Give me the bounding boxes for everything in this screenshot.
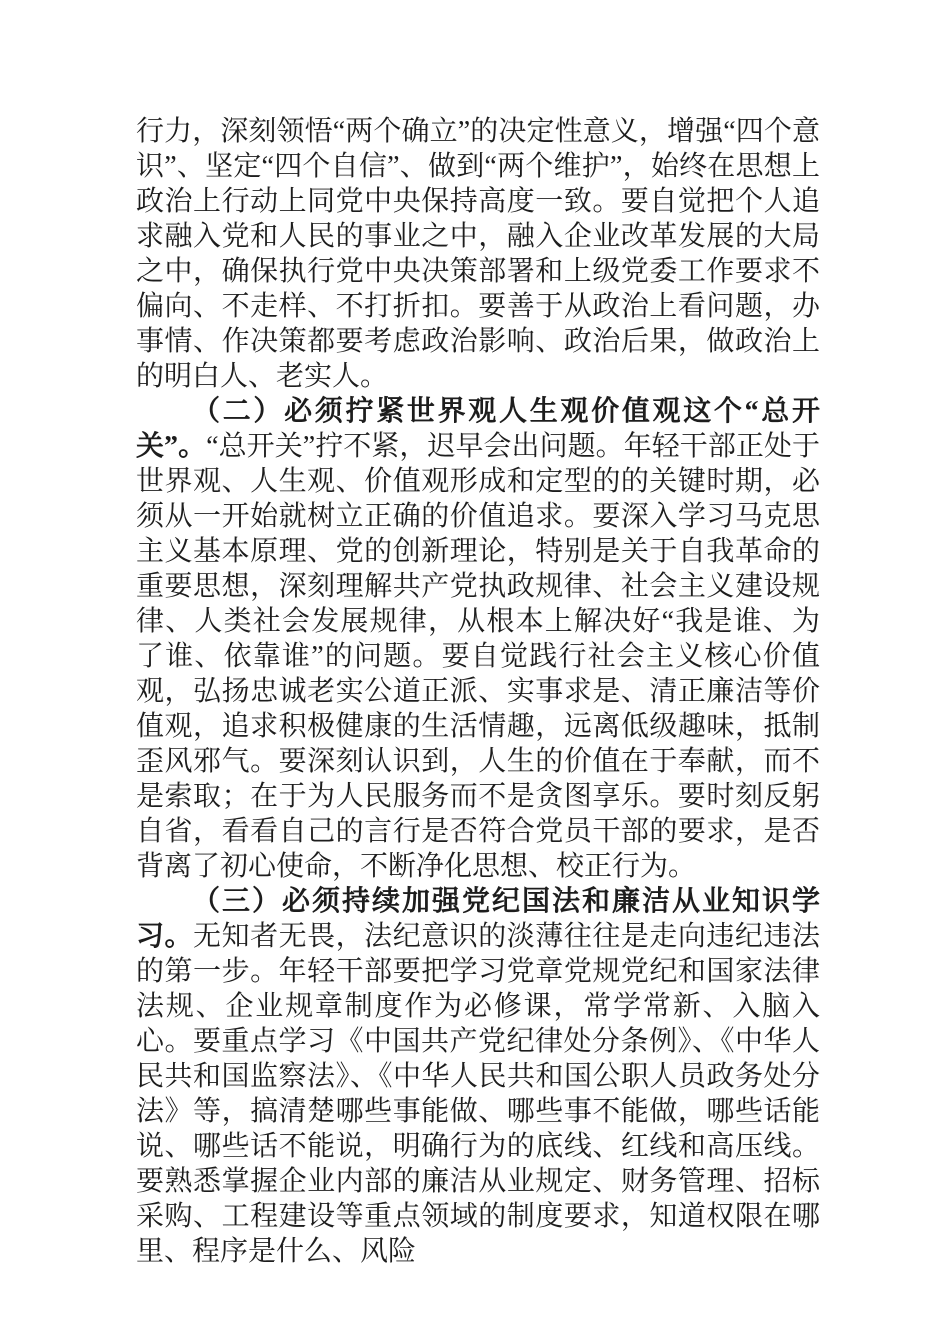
paragraph-section-2 — [136, 394, 820, 884]
paragraph-section-3 — [136, 884, 820, 1269]
paragraph-continuation-text: 行力，深刻领悟“两个确立”的决定性意义，增强“四个意识”、坚定“四个自信”、做到“两个维护”，始终在思想上政治上行动上同党中央保持高度一致。要自觉把个人追求融入党和人民的事业之中，融入企业改革发展的大局之中，确保执行党中央决策部署和上级党委工作要求不偏向、不走样、不打折扣。要善于从政治上看问题，办事情、作决策都要考虑政治影响、政治后果，做政治上的明白人、老实人。 — [136, 116, 820, 392]
section-2-heading: （二）必须拧紧世界观人生观价值观这个“总开关”。 — [136, 396, 820, 462]
section-2-text: “总开关”拧不紧，迟早会出问题。年轻干部正处于世界观、人生观、价值观形成和定型的的关键时期，必须从一开始就树立正确的价值追求。要深入学习马克思主义基本原理、党的创新理论，特别是关于自我革命的重要思想，深刻理解共产党执政规律、社会主义建设规律、人类社会发展规律，从根本上解决好“我是谁、为了谁、依靠谁”的问题。要自觉践行社会主义核心价值观，弘扬忠诚老实公道正派、实事求是、清正廉洁等价值观，追求积极健康的生活情趣，远离低级趣味，抵制歪风邪气。要深刻认识到，人生的价值在于奉献，而不是索取；在于为人民服务而不是贪图享乐。要时刻反躬自省，看看自己的言行是否符合党员干部的要求，是否背离了初心使命，不断净化思想、校正行为。 — [136, 431, 820, 882]
document-body — [136, 114, 820, 1269]
section-3-heading: （三）必须持续加强党纪国法和廉洁从业知识学习。 — [136, 886, 820, 952]
section-3-text: 无知者无畏，法纪意识的淡薄往往是走向违纪违法的第一步。年轻干部要把学习党章党规党纪和国家法律法规、企业规章制度作为必修课，常学常新、入脑入心。要重点学习《中国共产党纪律处分条例》、《中华人民共和国监察法》、《中华人民共和国公职人员政务处分法》等，搞清楚哪些事能做、哪些事不能做，哪些话能说、哪些话不能说，明确行为的底线、红线和高压线。要熟悉掌握企业内部的廉洁从业规定、财务管理、招标采购、工程建设等重点领域的制度要求，知道权限在哪里、程序是什么、风险 — [136, 921, 820, 1267]
paragraph-continuation — [136, 114, 820, 394]
